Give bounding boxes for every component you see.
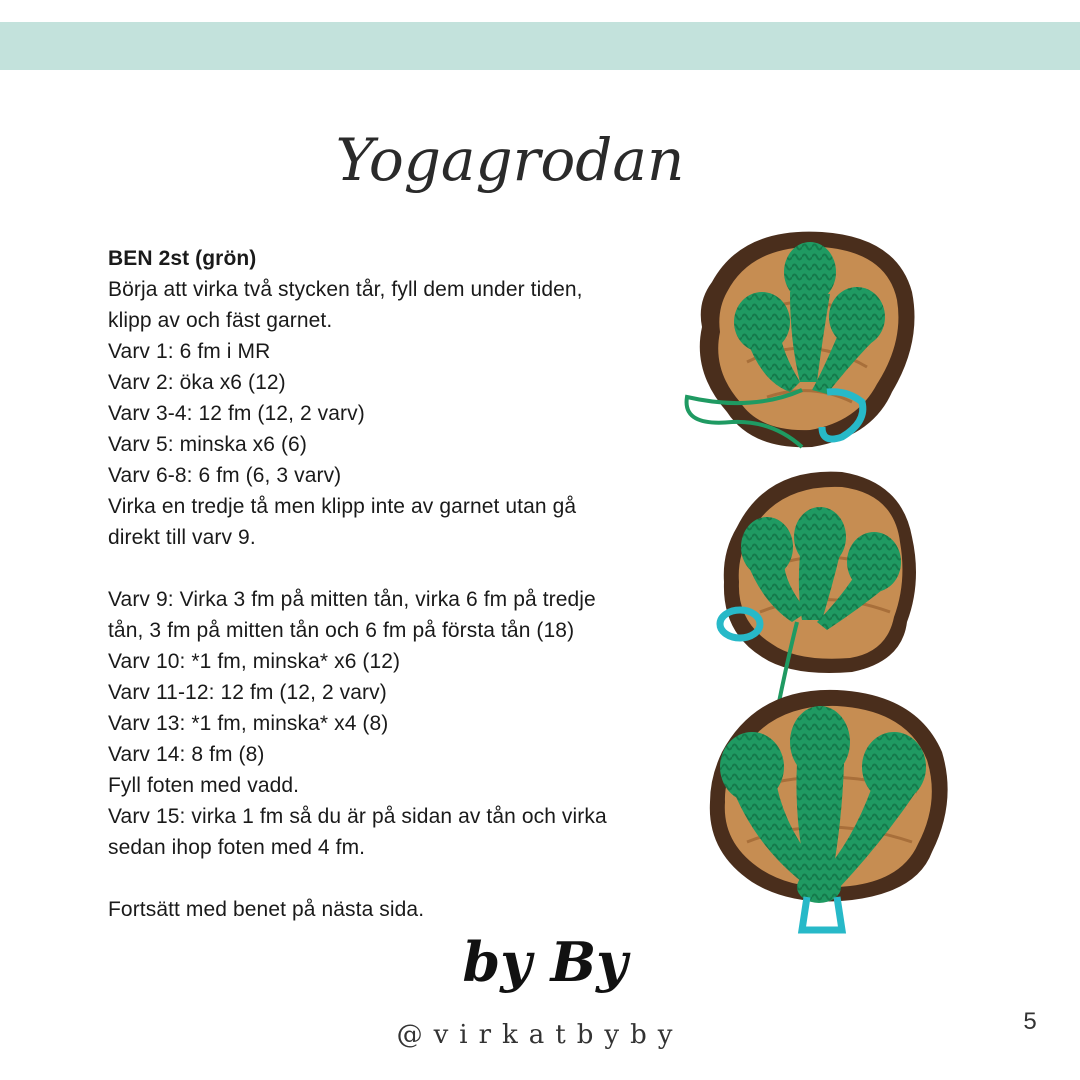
instruction-line: Varv 6-8: 6 fm (6, 3 varv)	[108, 464, 342, 487]
photo-step-1	[672, 222, 922, 462]
instruction-line: Varv 2: öka x6 (12)	[108, 371, 286, 394]
instruction-line: Varv 10: *1 fm, minska* x6 (12)	[108, 650, 401, 673]
instagram-handle: @virkatbyby	[396, 1020, 684, 1050]
instruction-line: Varv 5: minska x6 (6)	[108, 433, 307, 456]
instruction-line: direkt till varv 9.	[108, 526, 256, 549]
photo-step-2	[712, 462, 927, 707]
page-title-text: Yogagrodan	[335, 126, 685, 194]
instruction-line: Börja att virka två stycken tår, fyll dem under tiden,	[108, 278, 583, 301]
instruction-line: tån, 3 fm på mitten tån och 6 fm på första tån (18)	[108, 619, 575, 642]
page-title	[330, 108, 690, 218]
instruction-line: klipp av och fäst garnet.	[108, 309, 333, 332]
instruction-line: Virka en tredje tå men klipp inte av garnet utan gå	[108, 495, 577, 518]
section-heading: BEN 2st (grön)	[108, 247, 257, 270]
instruction-line: Fyll foten med vadd.	[108, 774, 300, 797]
blank-line	[108, 553, 668, 584]
instruction-line: Varv 13: *1 fm, minska* x4 (8)	[108, 712, 389, 735]
top-color-band	[0, 22, 1080, 70]
instruction-line: Fortsätt med benet på nästa sida.	[108, 898, 425, 921]
photo-step-3	[702, 682, 957, 937]
pattern-instructions	[108, 243, 668, 925]
signature-text: by By	[462, 930, 628, 994]
instruction-line: Varv 3-4: 12 fm (12, 2 varv)	[108, 402, 365, 425]
instruction-line: Varv 9: Virka 3 fm på mitten tån, virka 6 fm på tredje	[108, 588, 596, 611]
instruction-line: sedan ihop foten med 4 fm.	[108, 836, 366, 859]
instruction-line: Varv 15: virka 1 fm så du är på sidan av tån och virka	[108, 805, 607, 828]
page-number: 5	[1023, 1008, 1037, 1035]
instruction-line: Varv 11-12: 12 fm (12, 2 varv)	[108, 681, 387, 704]
instruction-line: Varv 14: 8 fm (8)	[108, 743, 265, 766]
signature	[430, 915, 660, 1005]
blank-line	[108, 863, 668, 894]
instruction-line: Varv 1: 6 fm i MR	[108, 340, 271, 363]
